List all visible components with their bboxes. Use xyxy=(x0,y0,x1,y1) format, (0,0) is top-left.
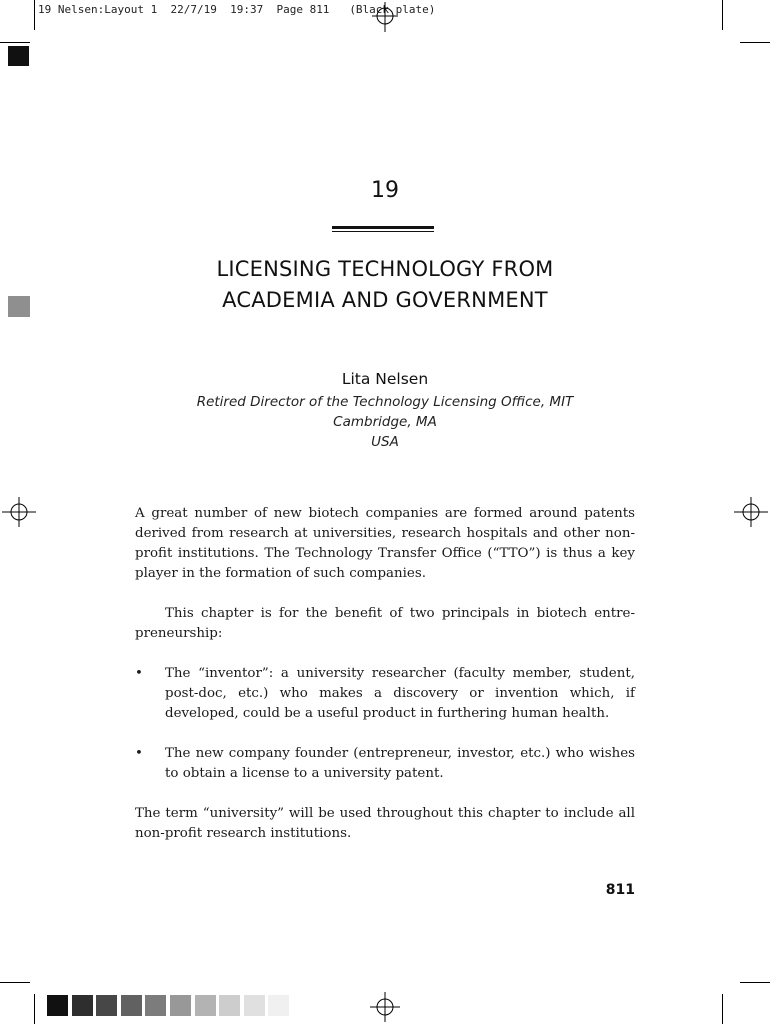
color-swatch xyxy=(195,995,216,1016)
chapter-rule-thin xyxy=(332,231,434,232)
paragraph-principals: This chapter is for the benefit of two principals in biotech entrepreneurship: xyxy=(135,606,635,641)
color-swatch xyxy=(244,995,265,1016)
affiliation-line-1: Retired Director of the Technology Licensing Office, MIT xyxy=(196,394,574,410)
crop-mark-top-left-v xyxy=(34,0,35,30)
slug-file: 19 Nelsen:Layout 1 xyxy=(38,3,158,16)
bullet-item-inventor xyxy=(135,664,635,724)
color-swatch xyxy=(121,995,142,1016)
author-name: Lita Nelsen xyxy=(341,370,429,388)
bullet-icon: • xyxy=(135,746,143,761)
crop-mark-top-right-v xyxy=(722,0,723,30)
bullet-text: The “inventor”: a university researcher (faculty member, student, post-doc, etc.) who makes a discovery or invention which, if developed, could be a useful product in furthering human health. xyxy=(165,666,635,721)
affiliation-line-2: Cambridge, MA xyxy=(333,414,437,430)
color-swatch xyxy=(219,995,240,1016)
crop-mark-bottom-left-v xyxy=(34,994,35,1024)
chapter-title-line-1: LICENSING TECHNOLOGY FROM xyxy=(216,257,554,281)
registration-mark-right-icon xyxy=(734,497,768,527)
crop-mark-bottom-right-h xyxy=(740,982,770,983)
slug-time: 19:37 xyxy=(230,3,264,16)
bullet-item-founder xyxy=(135,744,635,784)
crop-mark-top-left-h xyxy=(0,42,30,43)
color-swatch xyxy=(170,995,191,1016)
black-square-mark xyxy=(8,46,29,66)
paragraph-university-term: The term “university” will be used throughout this chapter to include all non-profit research institutions. xyxy=(135,806,635,841)
registration-mark-top-icon xyxy=(372,2,398,32)
slug-plate: (Black plate) xyxy=(349,3,436,16)
body-text xyxy=(135,504,635,844)
registration-mark-left-icon xyxy=(2,497,36,527)
slug-page: Page 811 xyxy=(276,3,330,16)
bullet-text: The new company founder (entrepreneur, investor, etc.) who wishes to obtain a license to a university patent. xyxy=(165,746,635,781)
registration-mark-bottom-icon xyxy=(370,992,400,1022)
bullet-icon: • xyxy=(135,666,143,681)
page-number: 811 xyxy=(605,882,635,898)
color-swatch xyxy=(145,995,166,1016)
affiliation-line-3: USA xyxy=(371,434,399,450)
slug-date: 22/7/19 xyxy=(170,3,217,16)
crop-mark-bottom-right-v xyxy=(722,994,723,1024)
paragraph-intro: A great number of new biotech companies are formed around patents derived from research at universities, research hospitals and other non-profit institutions. The Technology Transfer Office (“TTO”) is thus a key player in the formation of such companies. xyxy=(135,506,635,581)
crop-mark-top-right-h xyxy=(740,42,770,43)
color-swatch xyxy=(96,995,117,1016)
chapter-title-line-2: ACADEMIA AND GOVERNMENT xyxy=(222,288,548,312)
color-swatch xyxy=(47,995,68,1016)
author-affiliation xyxy=(0,392,770,452)
chapter-rule-thick xyxy=(332,226,434,229)
chapter-title xyxy=(0,254,770,316)
color-swatch xyxy=(268,995,289,1016)
color-swatch xyxy=(72,995,93,1016)
crop-mark-bottom-left-h xyxy=(0,982,30,983)
color-calibration-bar xyxy=(47,995,293,1016)
chapter-number: 19 xyxy=(371,178,399,203)
